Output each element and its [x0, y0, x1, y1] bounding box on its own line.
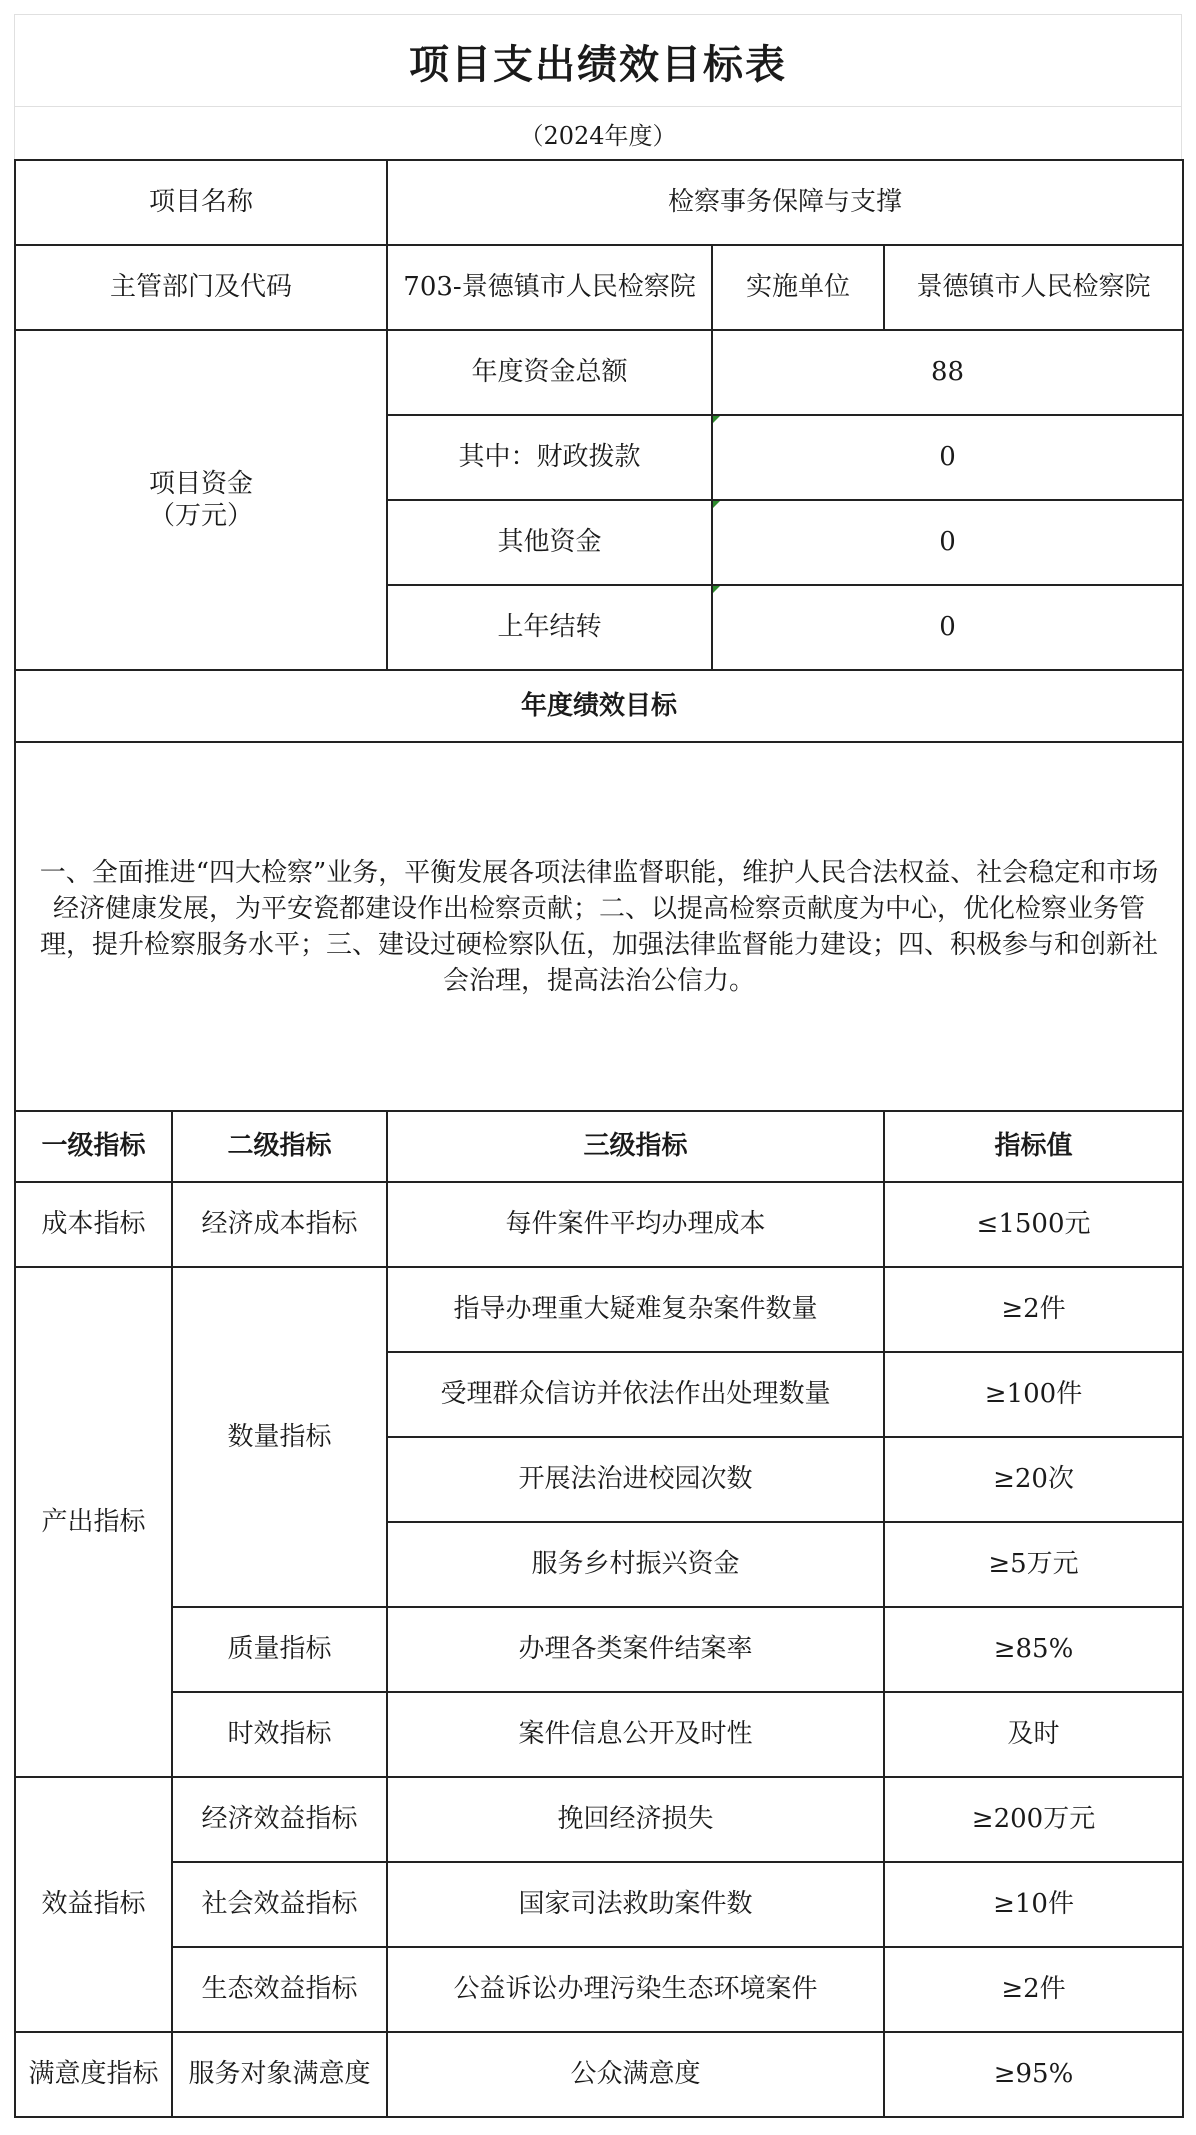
indicator-header-row: [15, 1111, 1183, 1182]
title-box: [14, 14, 1182, 106]
social-value: ≥10件: [884, 1862, 1183, 1947]
quantity-level2: 数量指标: [172, 1267, 387, 1607]
funds-label: [15, 330, 387, 670]
satisfaction-value: ≥95%: [884, 2032, 1183, 2117]
funds-fiscal-value: 0: [712, 415, 1183, 500]
ecological-level2: 生态效益指标: [172, 1947, 387, 2032]
funds-carryover-value: 0: [712, 585, 1183, 670]
cost-level1: 成本指标: [15, 1182, 172, 1267]
benefit-level1: 效益指标: [15, 1777, 172, 2032]
funds-label-line2: （万元）: [149, 501, 254, 531]
header-level2: 二级指标: [172, 1111, 387, 1182]
unit-value: 景德镇市人民检察院: [884, 245, 1183, 330]
table-row: [15, 1947, 1183, 2032]
annual-goal-text: 一、全面推进“四大检察”业务，平衡发展各项法律监督职能，维护人民合法权益、社会稳定和市场经济健康发展，为平安瓷都建设作出检察贡献；二、以提高检察贡献度为中心，优化检察业务管理，提升检察服务水平；三、建设过硬检察队伍，加强法律监督能力建设；四、积极参与和创新社会治理，提高法治公信力。: [15, 742, 1183, 1111]
table-row: [15, 1692, 1183, 1777]
header-level1: 一级指标: [15, 1111, 172, 1182]
header-level3: 三级指标: [387, 1111, 884, 1182]
department-value: 703-景德镇市人民检察院: [387, 245, 712, 330]
satisfaction-level1: 满意度指标: [15, 2032, 172, 2117]
quantity-value-3: ≥20次: [884, 1437, 1183, 1522]
quality-level2: 质量指标: [172, 1607, 387, 1692]
table-row: [15, 1267, 1183, 1352]
table-row: [15, 1777, 1183, 1862]
department-label: 主管部门及代码: [15, 245, 387, 330]
quantity-item-3: 开展法治进校园次数: [387, 1437, 884, 1522]
project-name-row: [15, 160, 1183, 245]
funds-other-label: 其他资金: [387, 500, 712, 585]
cost-item: 每件案件平均办理成本: [387, 1182, 884, 1267]
funds-total-label: 年度资金总额: [387, 330, 712, 415]
economic-item: 挽回经济损失: [387, 1777, 884, 1862]
table-row: [15, 1862, 1183, 1947]
funds-other-value: 0: [712, 500, 1183, 585]
performance-table: [14, 159, 1184, 2118]
quantity-item-4: 服务乡村振兴资金: [387, 1522, 884, 1607]
timeliness-value: 及时: [884, 1692, 1183, 1777]
funds-row-total: [15, 330, 1183, 415]
project-name-value: 检察事务保障与支撑: [387, 160, 1183, 245]
department-row: [15, 245, 1183, 330]
annual-goal-header-row: [15, 670, 1183, 742]
quantity-value-2: ≥100件: [884, 1352, 1183, 1437]
year-label: （2024年度）: [14, 106, 1182, 160]
timeliness-level2: 时效指标: [172, 1692, 387, 1777]
ecological-item: 公益诉讼办理污染生态环境案件: [387, 1947, 884, 2032]
page-title: 项目支出绩效目标表: [409, 40, 787, 88]
quantity-item-1: 指导办理重大疑难复杂案件数量: [387, 1267, 884, 1352]
quality-item: 办理各类案件结案率: [387, 1607, 884, 1692]
annual-goal-row: [15, 742, 1183, 1111]
funds-label-line1: 项目资金: [149, 468, 254, 499]
quantity-value-1: ≥2件: [884, 1267, 1183, 1352]
satisfaction-level2: 服务对象满意度: [172, 2032, 387, 2117]
funds-carryover-label: 上年结转: [387, 585, 712, 670]
annual-goal-label: 年度绩效目标: [15, 670, 1183, 742]
economic-level2: 经济效益指标: [172, 1777, 387, 1862]
social-level2: 社会效益指标: [172, 1862, 387, 1947]
cost-level2: 经济成本指标: [172, 1182, 387, 1267]
quality-value: ≥85%: [884, 1607, 1183, 1692]
timeliness-item: 案件信息公开及时性: [387, 1692, 884, 1777]
table-row: [15, 2032, 1183, 2117]
cost-value: ≤1500元: [884, 1182, 1183, 1267]
ecological-value: ≥2件: [884, 1947, 1183, 2032]
funds-total-value: 88: [712, 330, 1183, 415]
table-row: [15, 1607, 1183, 1692]
project-name-label: 项目名称: [15, 160, 387, 245]
table-row: [15, 1182, 1183, 1267]
economic-value: ≥200万元: [884, 1777, 1183, 1862]
social-item: 国家司法救助案件数: [387, 1862, 884, 1947]
header-value: 指标值: [884, 1111, 1183, 1182]
funds-fiscal-label: 其中：财政拨款: [387, 415, 712, 500]
quantity-value-4: ≥5万元: [884, 1522, 1183, 1607]
satisfaction-item: 公众满意度: [387, 2032, 884, 2117]
quantity-item-2: 受理群众信访并依法作出处理数量: [387, 1352, 884, 1437]
output-level1: 产出指标: [15, 1267, 172, 1777]
unit-label: 实施单位: [712, 245, 884, 330]
